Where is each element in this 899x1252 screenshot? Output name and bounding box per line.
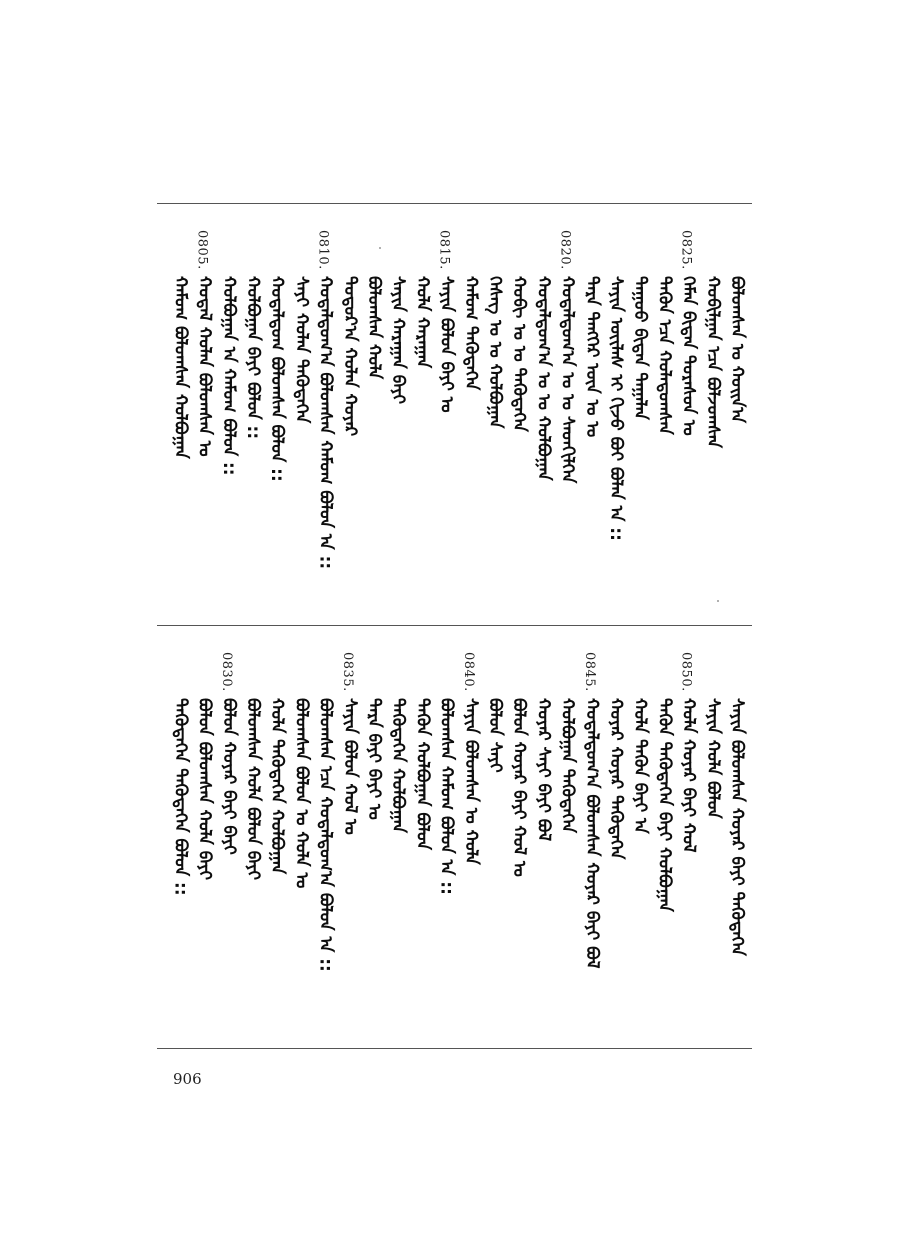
verse-line: ᠪᠣᠯᠤᠨ ᠪᠣᠯᠤᠭᠰᠠᠨ ᠬᠣᠯᠠ ᠪᠠᠶᠢ	[194, 698, 215, 881]
line-number: 0810.	[315, 230, 331, 270]
verse-line: ᠬᠣᠯᠪᠣᠭᠠᠨ ᠠ ᠬᠠᠮᠤᠭ ᠪᠣᠯᠤᠨ ::	[218, 276, 239, 476]
verse-line: ᠰᠠᠶᠢᠨ ᠦᠢᠯᠡᠰ ᠢ ᠬᠢᠵᠦ ᠪᠣᠢ ᠪᠣᠯᠠᠨ ᠠ ::	[606, 276, 626, 541]
verse-column	[217, 230, 243, 490]
verse-column	[725, 652, 751, 956]
verse-line: ᠬᠠᠮᠤᠭ ᠪᠣᠯᠤᠭᠰᠠᠨ ᠬᠣᠯᠪᠣᠭᠠᠨ	[170, 276, 191, 459]
verse-line: ᠪᠣᠯᠤᠭᠰᠠᠨ ᠤ ᠬᠣᠢᠨ᠎ᠠ	[727, 276, 747, 424]
verse-line: ᠬᠣᠯᠪᠣᠭᠠᠨ ᠪᠠᠶᠢ ᠪᠣᠯᠤᠨ ::	[243, 276, 263, 440]
verse-column	[652, 230, 678, 490]
verse-line: ᠰᠠᠶᠢᠨ ᠬᠠᠷᠠᠭᠠᠨ ᠪᠠᠶᠢ	[388, 276, 409, 405]
verse-line: ᠪᠣᠯᠤᠭᠰᠠᠨ ᠬᠠᠮᠤᠭ ᠪᠣᠯᠤᠨ ᠠ ::	[436, 698, 457, 895]
line-number: 0805.	[194, 230, 210, 270]
line-number: 0835.	[339, 652, 355, 692]
line-number: 0845.	[581, 652, 597, 692]
verse-column	[725, 230, 751, 490]
verse-line: ᠬᠣᠯᠠ ᠬᠠᠷᠠᠭᠠᠨ	[412, 276, 433, 369]
verse-line: ᠪᠣᠯᠤᠨ ᠰᠠᠶᠢ	[485, 698, 505, 773]
upper-verse-block	[157, 230, 752, 610]
verse-line: ᠳᠠᠭᠤᠤ ᠪᠢᠳᠡᠨ ᠲᠠᠭᠠᠯᠠᠨ	[630, 276, 651, 420]
verse-line: ᠬᠠᠮᠤᠭ ᠲᠡᠭᠦᠳᠡᠭᠡᠨ	[460, 276, 481, 391]
verse-column	[531, 230, 557, 490]
print-speck	[379, 247, 381, 249]
verse-column	[483, 230, 509, 490]
verse-line: ᠳᠣᠲᠣᠷ᠎ᠠ ᠬᠣᠯᠠᠨ ᠬᠣᠶᠠᠷ	[339, 276, 360, 437]
verse-column	[193, 230, 219, 490]
line-number: 0815.	[436, 230, 452, 270]
verse-column	[362, 230, 388, 490]
verse-line: ᠪᠣᠯᠤᠭᠰᠠᠨ ᠪᠣᠯᠤᠨ ᠤ ᠬᠣᠯᠠ ᠤ	[291, 698, 312, 889]
verse-line: ᠪᠣᠯᠤᠭᠰᠠᠨ ᠡᠴᠡ ᠬᠣᠳᠠᠯᠳᠤᠭ᠎ᠠ ᠪᠣᠯᠤᠨ ᠠ ::	[315, 698, 336, 972]
verse-line: ᠬᠣᠯᠠ ᠬᠣᠶᠠᠷ ᠪᠠᠶᠢ ᠬᠣᠯ	[678, 698, 699, 853]
verse-line: ᠲᠡᠷᠡ ᠲᠡᠩᠭᠡᠷ ᠦᠨ ᠤ ᠤ	[581, 276, 602, 438]
verse-line: ᠬᠣᠯᠠ ᠲᠡᠭᠦᠨ ᠪᠠᠶᠢ ᠠ	[630, 698, 651, 834]
verse-column	[677, 652, 703, 912]
line-number: 0840.	[460, 652, 476, 692]
verse-line: ᠬᠣᠶᠠᠷ ᠰᠠᠶᠢ ᠪᠠᠶᠢ ᠪᠣᠯ	[533, 698, 554, 842]
verse-line: ᠪᠣᠯᠤᠨ ᠬᠣᠶᠠᠷ ᠪᠠᠶᠢ ᠬᠣᠯ ᠤ	[509, 698, 530, 877]
verse-column	[410, 230, 436, 490]
verse-column	[386, 652, 412, 912]
verse-column	[677, 230, 703, 490]
verse-column	[628, 652, 654, 912]
verse-line: ᠬᠣᠳᠠᠯᠳᠤᠭ᠎ᠠ ᠤ ᠤ ᠰᠡᠳᠬᠢᠯᠭᠡᠨ	[557, 276, 578, 484]
line-number: 0850.	[678, 652, 694, 692]
verse-line: ᠪᠣᠯᠤᠭᠰᠠᠨ ᠬᠣᠯᠠ ᠪᠣᠯᠤᠨ ᠪᠠᠶᠢ	[243, 698, 263, 881]
verse-column	[459, 230, 485, 490]
verse-line: ᠬᠣᠪᠢ ᠤ ᠤ ᠲᠡᠭᠦᠳᠡᠭᠡᠨ	[509, 276, 530, 432]
verse-line: ᠬᠣᠳᠠᠯᠳᠤᠭ᠎ᠠ ᠤ ᠤ ᠬᠣᠯᠪᠣᠭᠠᠨ	[533, 276, 554, 481]
verse-column	[241, 230, 267, 490]
verse-line: ᠬᠡᠰᠡᠭ ᠤ ᠤ ᠬᠣᠯᠪᠣᠭᠠᠨ	[485, 276, 505, 429]
verse-line: ᠰᠠᠶᠢᠨ ᠪᠣᠯᠤᠨ ᠬᠣᠯ ᠤ	[339, 698, 360, 835]
verse-column	[652, 652, 678, 912]
bottom-rule	[157, 1048, 752, 1049]
verse-column	[435, 652, 461, 912]
verse-column	[168, 652, 194, 912]
verse-line: ᠲᠡᠭᠦᠳᠡᠭᠡᠨ ᠬᠣᠯᠪᠣᠭᠠᠨ	[388, 698, 409, 833]
verse-column	[701, 652, 727, 912]
verse-column	[241, 652, 267, 912]
verse-line: ᠰᠠᠶᠢ ᠬᠣᠯᠠᠨ ᠲᠡᠭᠦᠳᠡᠭᠡᠨ	[291, 276, 312, 424]
verse-line: ᠲᠡᠷᠡ ᠪᠠᠶᠢ ᠪᠠᠶᠢ ᠤ	[364, 698, 384, 820]
verse-line: ᠬᠣᠳᠠᠯᠳᠤᠭ ᠪᠣᠯᠤᠭᠰᠠᠨ ᠪᠣᠯᠤᠨ ::	[267, 276, 288, 482]
verse-line: ᠬᠣᠶᠠᠷ ᠬᠣᠶᠠᠷ ᠲᠡᠭᠦᠳᠡᠭᠡᠨ	[606, 698, 626, 860]
verse-column	[217, 652, 243, 912]
verse-line: ᠰᠠᠶᠢᠨ ᠪᠣᠯᠤᠭᠰᠠᠨ ᠬᠣᠶᠠᠷ ᠪᠠᠶᠢ ᠲᠡᠭᠦᠳᠡᠭᠡᠨ	[727, 698, 747, 956]
verse-column	[265, 230, 291, 490]
verse-line: ᠬᠣᠳᠠᠯ ᠬᠣᠯᠠᠨ ᠪᠣᠯᠤᠭᠰᠠᠨ ᠤ	[194, 276, 215, 457]
verse-column	[701, 230, 727, 490]
verse-column	[435, 230, 461, 490]
verse-column	[338, 230, 364, 490]
lower-verse-block	[157, 652, 752, 1032]
line-number: 0820.	[557, 230, 573, 270]
verse-column	[289, 230, 315, 490]
top-rule	[157, 203, 752, 204]
page-number: 906	[173, 1070, 202, 1088]
line-number: 0825.	[678, 230, 694, 270]
verse-line: ᠬᠣᠯᠪᠣᠭᠠᠨ ᠲᠡᠭᠦᠳᠡᠭᠡᠨ	[557, 698, 578, 833]
verse-column	[580, 652, 606, 969]
verse-line: ᠲᠡᠭᠦᠳᠡᠭᠡᠨ ᠲᠡᠭᠦᠳᠡᠭᠡᠨ ᠪᠣᠯᠤᠨ ::	[170, 698, 191, 896]
verse-column	[507, 652, 533, 912]
verse-column	[314, 230, 340, 570]
verse-line: ᠬᠣᠳᠠᠯᠳᠤᠭ᠎ᠠ ᠪᠣᠯᠤᠭᠰᠠᠨ ᠬᠠᠮᠤᠭ ᠪᠣᠯᠤᠨ ᠠ ::	[315, 276, 336, 570]
verse-line: ᠰᠠᠶᠢᠨ ᠪᠣᠯᠤᠨ ᠪᠠᠶᠢ ᠤ	[436, 276, 457, 413]
verse-column	[193, 652, 219, 912]
verse-column	[314, 652, 340, 972]
verse-line: ᠬᠣᠯᠠ ᠲᠡᠭᠦᠳᠡᠭᠡᠨ ᠬᠣᠯᠪᠣᠭᠠᠨ	[267, 698, 288, 875]
verse-column	[507, 230, 533, 490]
verse-line: ᠪᠣᠯᠤᠨ ᠬᠣᠶᠠᠷ ᠪᠠᠶᠢ ᠪᠠᠶᠢ	[218, 698, 239, 855]
verse-column	[459, 652, 485, 912]
verse-column	[410, 652, 436, 912]
verse-column	[362, 652, 388, 912]
verse-column	[483, 652, 509, 912]
verse-line: ᠲᠡᠭᠦᠨ ᠬᠣᠯᠪᠣᠭᠠᠨ ᠪᠣᠯᠤᠨ	[412, 698, 433, 851]
verse-line: ᠬᠡᠮᠡᠨ ᠪᠢᠳᠡᠨ ᠳᠤᠷᠠᠰᠤᠨ ᠤ	[678, 276, 699, 436]
verse-column	[556, 652, 582, 912]
verse-column	[265, 652, 291, 912]
verse-column	[580, 230, 606, 490]
verse-column	[386, 230, 412, 490]
verse-line: ᠬᠤᠪᠢᠯᠭᠠᠨ ᠡᠴᠡ ᠪᠣᠯᠵᠤᠭᠰᠠᠨ	[702, 276, 723, 449]
verse-line: ᠪᠣᠯᠤᠭᠰᠠᠨ ᠬᠣᠯᠠ	[364, 276, 384, 380]
verse-column	[168, 230, 194, 490]
verse-line: ᠰᠠᠶᠢᠨ ᠬᠣᠯᠠ ᠪᠣᠯᠤᠨ	[702, 698, 723, 819]
verse-column	[556, 230, 582, 490]
print-speck	[717, 600, 719, 602]
verse-line: ᠲᠡᠭᠦᠨ ᠲᠡᠭᠦᠳᠡᠭᠡᠨ ᠪᠠᠶᠢ ᠬᠣᠯᠪᠣᠭᠠᠨ	[654, 698, 675, 912]
verse-line: ᠰᠠᠶᠢᠨ ᠪᠣᠯᠤᠭᠰᠠᠨ ᠤ ᠬᠣᠯᠠ	[460, 698, 481, 865]
verse-column	[604, 652, 630, 912]
verse-column	[289, 652, 315, 912]
line-number: 0830.	[218, 652, 234, 692]
verse-column	[531, 652, 557, 912]
verse-column	[628, 230, 654, 490]
verse-line: ᠬᠣᠳᠠᠯᠳᠤᠭ᠎ᠠ ᠪᠣᠯᠤᠭᠰᠠᠨ ᠬᠣᠶᠠᠷ ᠪᠠᠶᠢ ᠪᠣᠯ	[581, 698, 602, 969]
middle-rule	[157, 625, 752, 626]
verse-column	[338, 652, 364, 912]
verse-column	[604, 230, 630, 541]
verse-line: ᠲᠡᠭᠦᠨ ᠡᠴᠡ ᠬᠣᠯᠠᠳᠤᠭᠰᠠᠨ	[654, 276, 675, 435]
